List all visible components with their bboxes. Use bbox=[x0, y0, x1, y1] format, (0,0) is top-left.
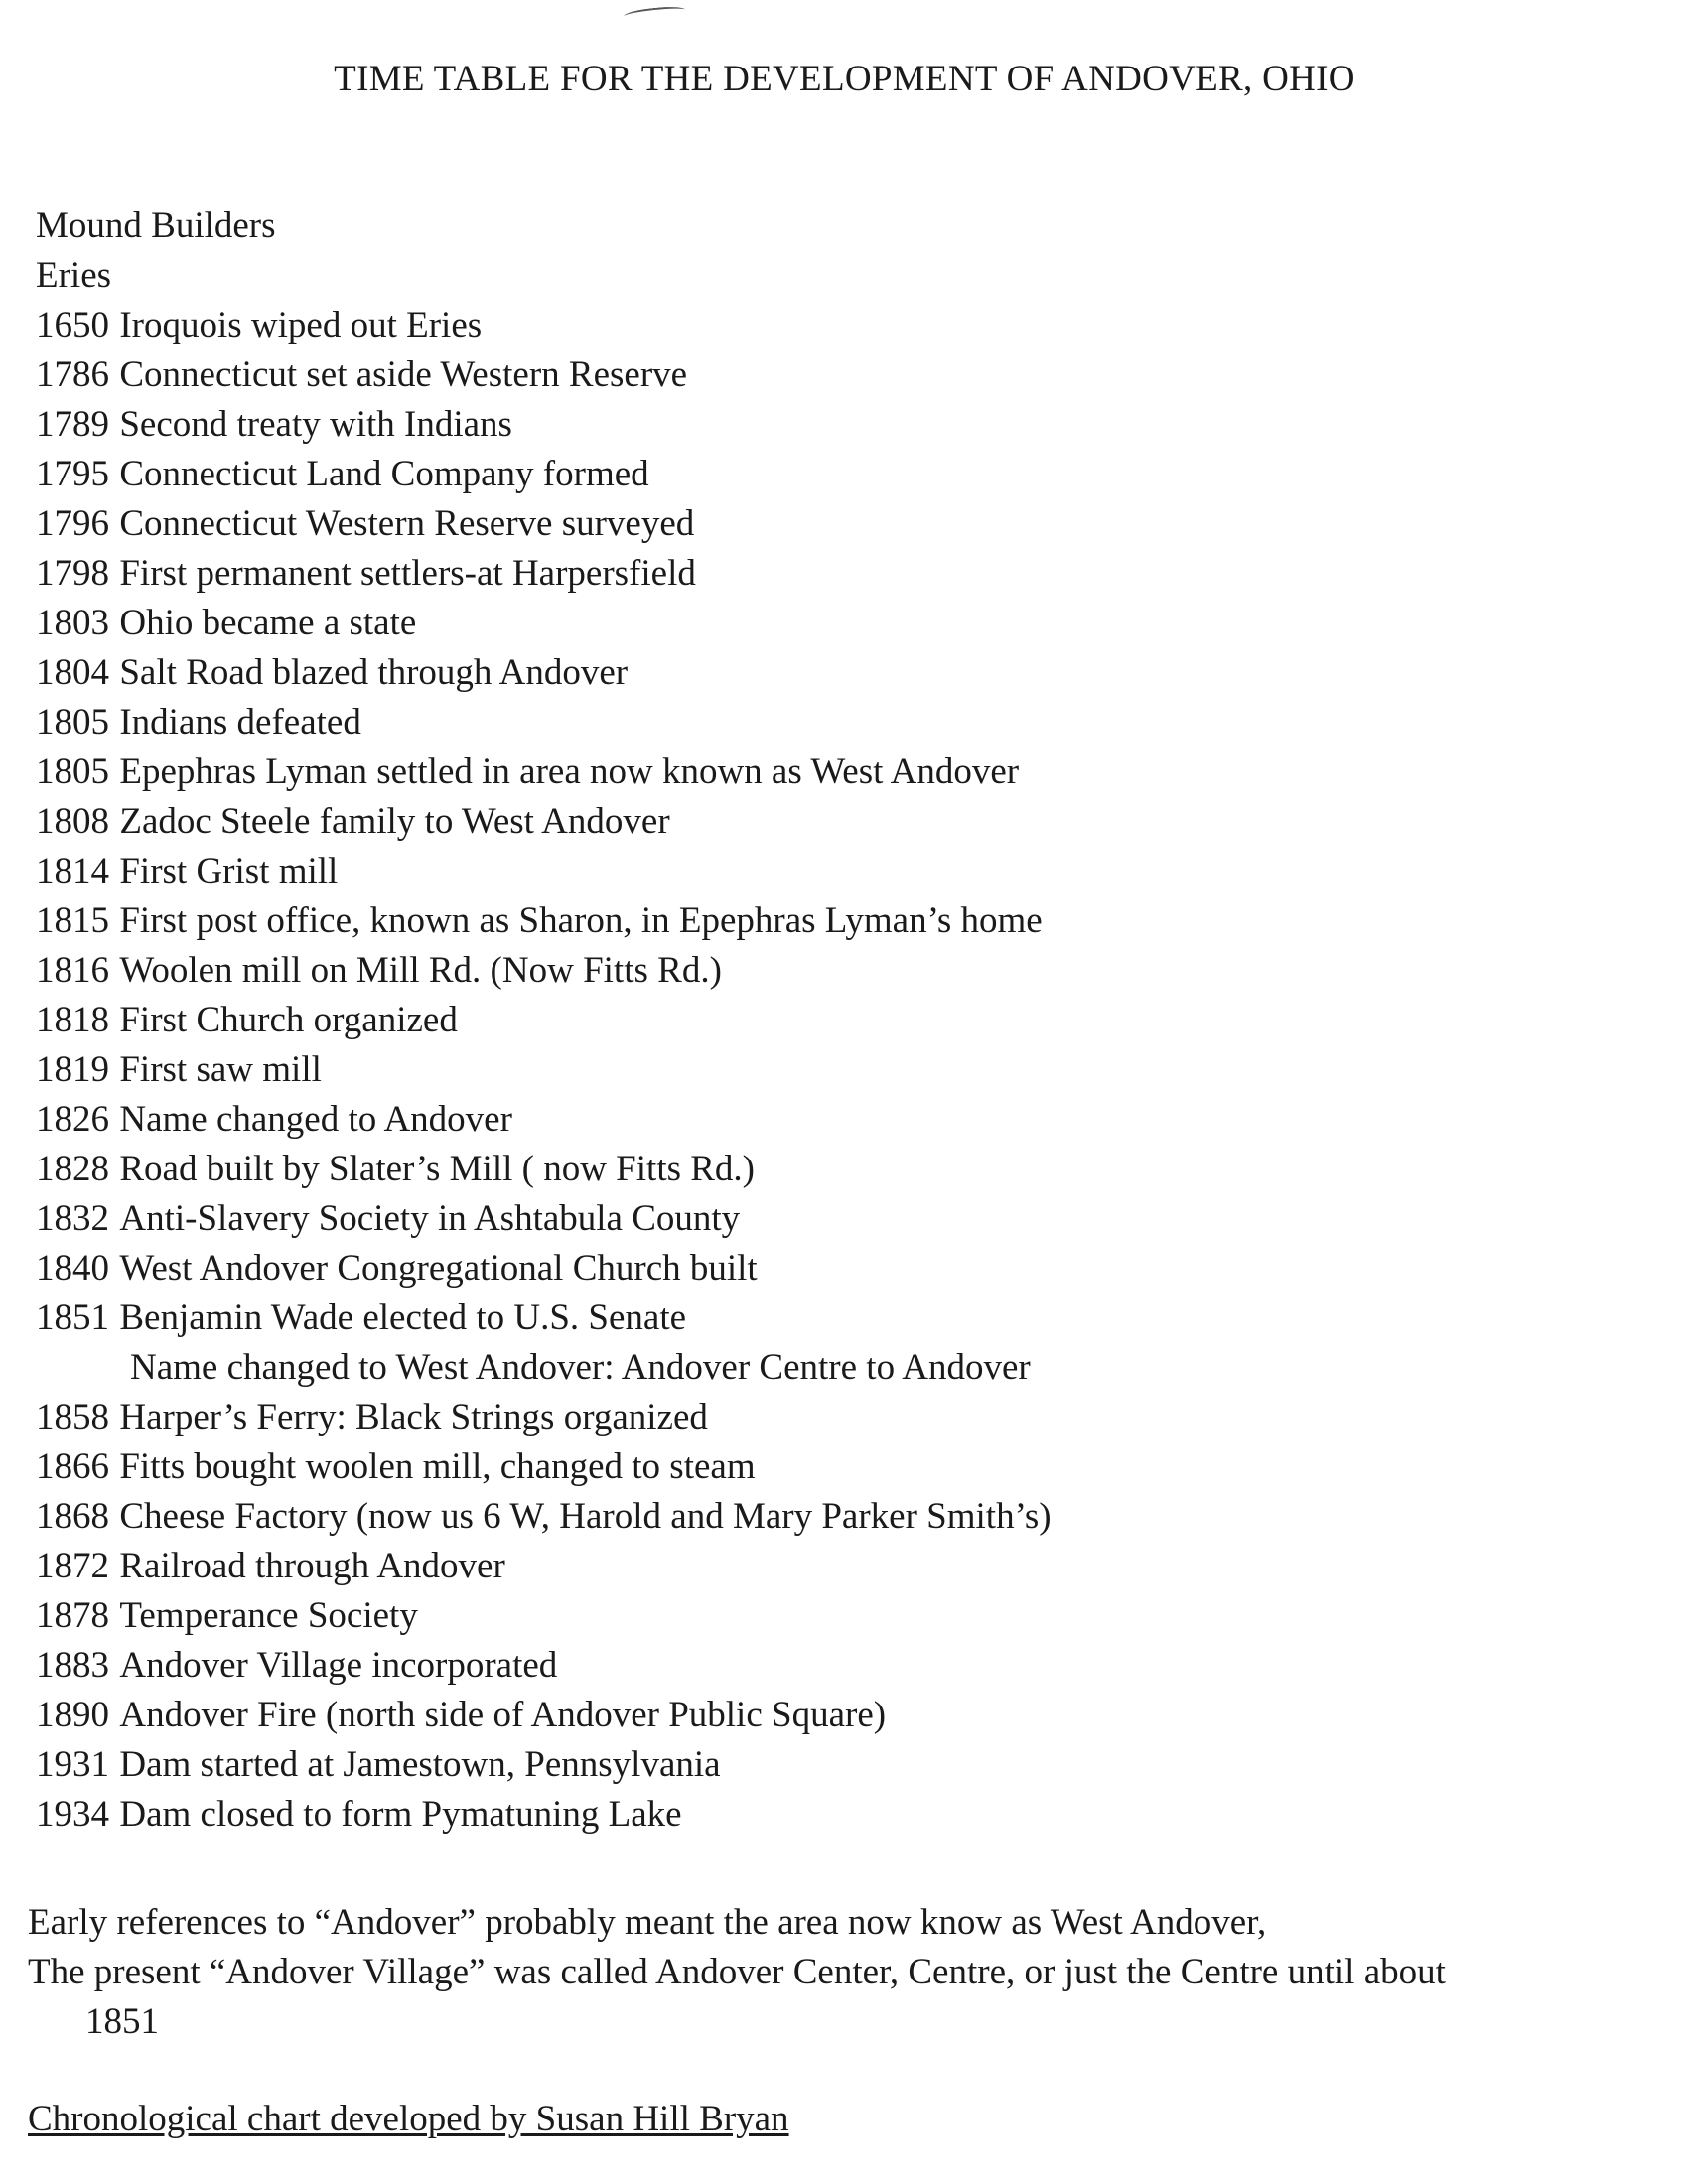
entry-year: 1931 bbox=[36, 1744, 109, 1785]
entry-year: 1798 bbox=[36, 553, 109, 594]
timeline-entry bbox=[36, 1790, 1426, 1840]
entry-text: Indians defeated bbox=[119, 702, 361, 743]
entry-text: Eries bbox=[36, 255, 112, 296]
entry-text: Connecticut Land Company formed bbox=[119, 454, 649, 494]
entry-year: 1796 bbox=[36, 503, 109, 544]
entry-year: 1840 bbox=[36, 1248, 109, 1289]
entry-text: Railroad through Andover bbox=[119, 1546, 505, 1586]
timeline-entry bbox=[36, 450, 1426, 499]
notes-section bbox=[28, 1898, 1676, 2047]
entry-text: Road built by Slater’s Mill ( now Fitts Rd.) bbox=[119, 1149, 756, 1189]
entry-text: Benjamin Wade elected to U.S. Senate bbox=[119, 1297, 687, 1338]
timeline-entry bbox=[36, 896, 1426, 946]
scan-pen-mark bbox=[624, 5, 686, 21]
entry-year: 1890 bbox=[36, 1695, 109, 1735]
timeline-entry bbox=[36, 202, 1426, 251]
entry-text: First post office, known as Sharon, in Epephras Lyman’s home bbox=[119, 900, 1043, 941]
entry-year: 1803 bbox=[36, 603, 109, 643]
timeline-entry bbox=[36, 847, 1426, 896]
entry-year: 1883 bbox=[36, 1645, 109, 1686]
entry-year: 1818 bbox=[36, 1000, 109, 1040]
timeline-entry bbox=[36, 648, 1426, 698]
timeline-entry bbox=[36, 1591, 1426, 1641]
timeline-entry bbox=[36, 1045, 1426, 1095]
entry-text: Andover Fire (north side of Andover Public Square) bbox=[119, 1695, 887, 1735]
entry-text: Andover Village incorporated bbox=[119, 1645, 558, 1686]
entry-year: 1814 bbox=[36, 851, 109, 891]
timeline-entry bbox=[36, 549, 1426, 599]
timeline-list bbox=[36, 202, 1426, 1840]
timeline-entry bbox=[36, 1542, 1426, 1591]
timeline-entry bbox=[36, 1343, 1426, 1393]
timeline-entry bbox=[36, 1194, 1426, 1244]
entry-year: 1819 bbox=[36, 1049, 109, 1090]
entry-text: Ohio became a state bbox=[119, 603, 417, 643]
timeline-entry bbox=[36, 499, 1426, 549]
entry-text: Second treaty with Indians bbox=[119, 404, 512, 445]
note-line: 1851 bbox=[85, 2001, 159, 2042]
entry-text: First Church organized bbox=[119, 1000, 458, 1040]
timeline-entry bbox=[36, 1244, 1426, 1294]
entry-year: 1878 bbox=[36, 1595, 109, 1636]
timeline-entry bbox=[36, 1294, 1426, 1343]
timeline-entry bbox=[36, 301, 1426, 350]
timeline-entry bbox=[36, 1740, 1426, 1790]
entry-text: First permanent settlers-at Harpersfield bbox=[119, 553, 696, 594]
entry-text: Connecticut Western Reserve surveyed bbox=[119, 503, 695, 544]
entry-text: First saw mill bbox=[119, 1049, 322, 1090]
timeline-entry bbox=[36, 251, 1426, 301]
timeline-entry bbox=[36, 946, 1426, 996]
entry-year: 1789 bbox=[36, 404, 109, 445]
entry-year: 1786 bbox=[36, 354, 109, 395]
timeline-entry bbox=[36, 748, 1426, 797]
entry-text: Cheese Factory (now us 6 W, Harold and Mary Parker Smith’s) bbox=[119, 1496, 1052, 1537]
timeline-entry bbox=[36, 1442, 1426, 1492]
entry-year: 1851 bbox=[36, 1297, 109, 1338]
timeline-entry bbox=[36, 599, 1426, 648]
document-title: TIME TABLE FOR THE DEVELOPMENT OF ANDOVER, OHIO bbox=[334, 59, 1355, 99]
entry-text: Epephras Lyman settled in area now known as West Andover bbox=[119, 751, 1020, 792]
timeline-entry bbox=[36, 400, 1426, 450]
entry-year: 1804 bbox=[36, 652, 109, 693]
entry-year: 1858 bbox=[36, 1397, 109, 1437]
timeline-entry bbox=[36, 1145, 1426, 1194]
timeline-entry bbox=[36, 350, 1426, 400]
timeline-entry bbox=[36, 1095, 1426, 1145]
entry-year: 1815 bbox=[36, 900, 109, 941]
entry-text: Harper’s Ferry: Black Strings organized bbox=[119, 1397, 708, 1437]
entry-year: 1866 bbox=[36, 1446, 109, 1487]
entry-text: Name changed to Andover bbox=[119, 1099, 512, 1140]
entry-year: 1805 bbox=[36, 702, 109, 743]
entry-text: Fitts bought woolen mill, changed to steam bbox=[119, 1446, 756, 1487]
entry-text: West Andover Congregational Church built bbox=[119, 1248, 758, 1289]
entry-year: 1808 bbox=[36, 801, 109, 842]
entry-text: Dam started at Jamestown, Pennsylvania bbox=[119, 1744, 721, 1785]
entry-text: Woolen mill on Mill Rd. (Now Fitts Rd.) bbox=[119, 950, 722, 991]
note-line: Early references to “Andover” probably meant the area now know as West Andover, bbox=[28, 1902, 1267, 1943]
entry-text: Name changed to West Andover: Andover Centre to Andover bbox=[130, 1347, 1031, 1388]
entry-year: 1872 bbox=[36, 1546, 109, 1586]
entry-year: 1828 bbox=[36, 1149, 109, 1189]
timeline-entry bbox=[36, 698, 1426, 748]
entry-year: 1805 bbox=[36, 751, 109, 792]
entry-text: Connecticut set aside Western Reserve bbox=[119, 354, 688, 395]
timeline-entry bbox=[36, 1492, 1426, 1542]
entry-year: 1826 bbox=[36, 1099, 109, 1140]
timeline-entry bbox=[36, 1641, 1426, 1691]
entry-text: Temperance Society bbox=[119, 1595, 418, 1636]
author-credit: Chronological chart developed by Susan Hill Bryan bbox=[28, 2099, 789, 2139]
timeline-entry bbox=[36, 1691, 1426, 1740]
entry-text: Salt Road blazed through Andover bbox=[119, 652, 629, 693]
entry-text: First Grist mill bbox=[119, 851, 339, 891]
timeline-entry bbox=[36, 1393, 1426, 1442]
entry-text: Mound Builders bbox=[36, 205, 276, 246]
entry-text: Dam closed to form Pymatuning Lake bbox=[119, 1794, 682, 1835]
entry-year: 1868 bbox=[36, 1496, 109, 1537]
entry-year: 1934 bbox=[36, 1794, 109, 1835]
entry-text: Anti-Slavery Society in Ashtabula County bbox=[119, 1198, 741, 1239]
entry-year: 1795 bbox=[36, 454, 109, 494]
timeline-entry bbox=[36, 996, 1426, 1045]
timeline-entry bbox=[36, 797, 1426, 847]
entry-text: Iroquois wiped out Eries bbox=[119, 305, 483, 345]
entry-text: Zadoc Steele family to West Andover bbox=[119, 801, 670, 842]
entry-year: 1650 bbox=[36, 305, 109, 345]
entry-year: 1832 bbox=[36, 1198, 109, 1239]
note-line: The present “Andover Village” was called Andover Center, Centre, or just the Centre until about bbox=[28, 1952, 1446, 1992]
entry-year: 1816 bbox=[36, 950, 109, 991]
